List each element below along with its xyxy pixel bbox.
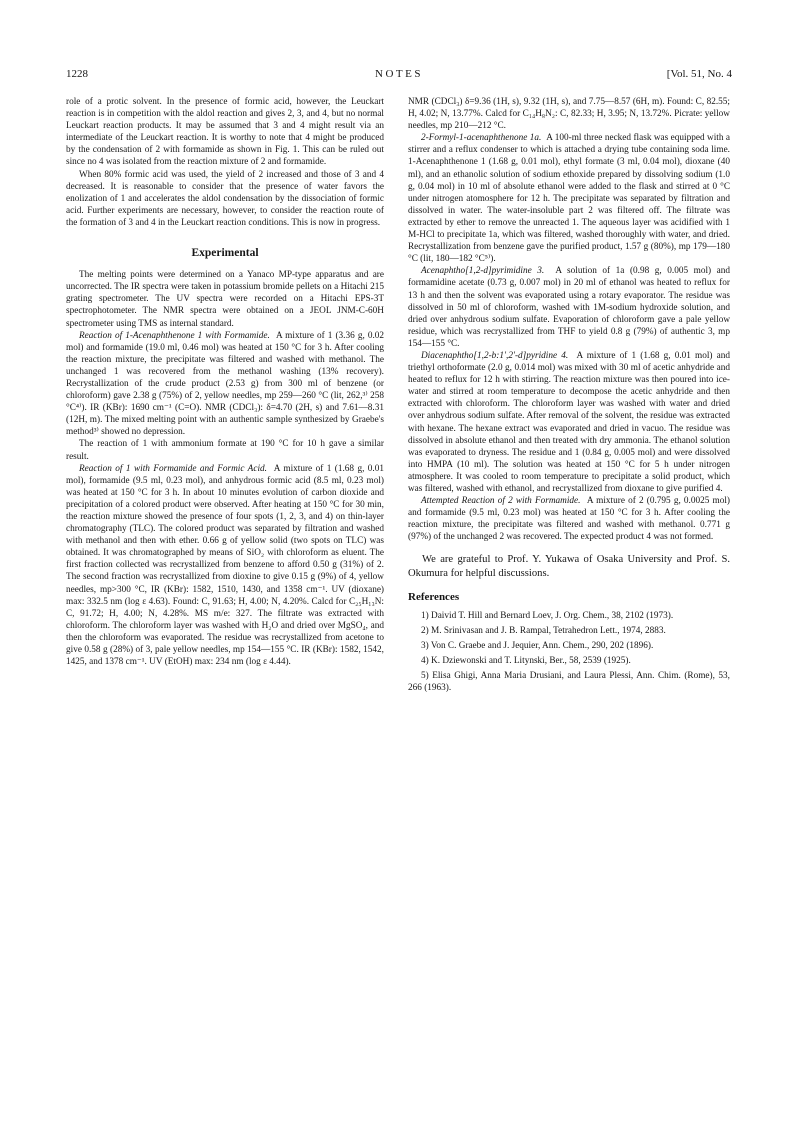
- reference-item: 3) Von C. Graebe and J. Jequier, Ann. Chem., 290, 202 (1896).: [421, 640, 654, 651]
- procedure-title: Acenaphtho[1,2-d]pyrimidine 3.: [421, 266, 545, 277]
- procedure-title: Diacenaphtho[1,2-b:1′,2′-d]pyridine 4.: [421, 350, 569, 361]
- procedure-text: A mixture of 1 (3.36 g, 0.02 mol) and formamide (19.0 ml, 0.46 mol) was heated at 150 °C for 3 h. After cooling the reaction mixture, the precipitate was filtered and washed with methanol. The unchanged 1 was recovered from the methanol washing (13% recovery). Recrystallization of the crude product (2.53 g) from 300 ml of benzene (or chloroform) gave 2.38 g (75%) of 2, yellow needles, mp 259—260 °C (lit, 262,³⁾ 258 °C⁴⁾). IR (KBr): 1690 cm⁻¹ (C=O). NMR (CDCl₃): δ=4.70 (2H, s) and 7.61—8.31 (12H, m). The mixed melting point with an authentic sample synthesized by Graebe's method³⁾ showed no depression.: [66, 330, 385, 438]
- paragraph: [66, 330, 384, 439]
- experimental-heading: Experimental: [191, 247, 259, 260]
- running-header: [66, 68, 732, 84]
- procedure-title: Attempted Reaction of 2 with Formamide.: [421, 496, 581, 507]
- reference-item: 5) Elisa Ghigi, Anna Maria Drusiani, and Laura Plessi, Ann. Chim. (Rome), 53, 266 (1963).: [408, 670, 730, 694]
- paragraph: [66, 463, 384, 669]
- reference-item: 2) M. Srinivasan and J. B. Rampal, Tetrahedron Lett., 1974, 2883.: [421, 625, 666, 636]
- reference-item: 4) K. Dziewonski and T. Litynski, Ber., 58, 2539 (1925).: [421, 655, 631, 666]
- paragraph: [408, 132, 730, 265]
- volume-label: [Vol. 51, No. 4: [666, 68, 732, 80]
- references-heading: References: [408, 591, 460, 604]
- right-column: [408, 96, 730, 697]
- paragraph: role of a protic solvent. In the presence of formic acid, however, the Leuckart reaction is in competition with the aldol reaction and gives 2, 3, and 4, but no normal Leuckart reaction products. It may be assumed that 3 and 4 might result via an intermediate of the Leuckart reaction. It is worthy to note that 4 might be produced by the condensation of 2 with formamide as shown in Fig. 1. This can be ruled out since no 4 was isolated from the reaction mixture of 2 and formamide.: [66, 97, 384, 168]
- paragraph: NMR (CDCl₃) δ=9.36 (1H, s), 9.32 (1H, s), and 7.75—8.57 (6H, m). Found: C, 82.55; H, 4.02; N, 13.77%. Calcd for C₁₄H₈N₂: C, 82.33; H, 3.95; N, 13.72%. Picrate: yellow needles, mp 210—212 °C.: [408, 97, 730, 132]
- reference-list: [408, 610, 730, 695]
- acknowledgement: [408, 553, 730, 581]
- paragraph: [408, 350, 730, 495]
- acknowledgement-text: We are grateful to Prof. Y. Yukawa of Osaka University and Prof. S. Okumura for helpful discussions.: [408, 554, 730, 580]
- paragraph: [408, 265, 730, 350]
- procedure-text: A mixture of 1 (1.68 g, 0.01 mol), formamide (9.5 ml, 0.23 mol), and anhydrous formic acid (8.5 ml, 0.23 mol) was heated at 150 °C for 3 h. In about 10 minutes evolution of carbon dioxide and precipitation of a colored product were observed. After heating at 150 °C for 30 min, the reaction mixture showed the presence of four spots (1, 2, 3, and 4) on thin-layer chromatography (TLC). The colored product was separated by filtration and washed with methanol and then with ether. 0.66 g of yellow solid (two spots on TLC) was obtained. It was chromatographed by means of SiO₂ with chloroform as eluent. The first fraction collected was recrystallized from benzene to afford 0.50 g (31%) of 2. The second fraction was recrystallized from dioxine to give 0.15 g (9%) of 4, yellow needles, mp>300 °C, IR (KBr): 1582, 1510, 1430, and 1358 cm⁻¹. UV (dioxane) max: 332.5 nm (log ε 4.63). Found: C, 91.63; H, 4.00; N, 4.20%. Calcd for C₂₅H₁₃N: C, 91.72; H, 4.00; N, 4.28%. MS m/e: 327. The filtrate was extracted with chloroform. The chloroform layer was washed with H₂O and dried over MgSO₄, and then the chloroform was evaporated. The residue was recrystallized from acetone to give 0.58 g (28%) of 3, pale yellow needles, mp 154—155 °C. IR (KBr): 1582, 1542, 1425, and 1378 cm⁻¹. UV (EtOH) max: 234 nm (log ε 4.44).: [66, 463, 384, 668]
- reference-item: 1) Daivid T. Hill and Bernard Loev, J. Org. Chem., 38, 2102 (1973).: [421, 610, 674, 621]
- procedure-text: A 100-ml three necked flask was equipped with a stirrer and a reflux condenser to which is attached a drying tube containing soda lime. 1-Acenaphthenone 1 (1.68 g, 0.01 mol), ethyl formate (3 ml, 0.04 mol), dioxane (40 ml), and an ethanolic solution of sodium ethoxide prepared by dissolving sodium (1.0 g, 0.04 mol) in 10 ml of absolute ethanol were added to the flask and stirred at 0 °C under nitrogen atomosphere for 12 h. The precipitate was separated by filtration and dissolved in water. The water-insoluble part 2 was filtered off. The filtrate was extracted by ether to remove the unreacted 1. The aqueous layer was acidified with 1 M-HCl to precipitate 1a, which was filtered, washed thoroughly with water, and dried. Recrystallization from benzene gave the purified product, 1.57 g (80%), mp 179—180 °C (lit, 180—182 °C⁵⁾).: [408, 133, 730, 265]
- section-title: NOTES: [375, 68, 423, 80]
- procedure-title: Reaction of 1 with Formamide and Formic Acid.: [79, 463, 267, 474]
- page-number: 1228: [66, 68, 88, 80]
- paragraph: [408, 495, 730, 543]
- procedure-text: A mixture of 2 (0.795 g, 0.0025 mol) and formamide (9.5 ml, 0.23 mol) was heated at 150 °C for 3 h. After cooling the reaction mixture, the precipitate was filtered and washed with methanol. 0.771 g (97%) of the unchanged 2 was recovered. The expected product 4 was not formed.: [408, 496, 731, 543]
- procedure-title: Reaction of 1-Acenaphthenone 1 with Formamide.: [79, 330, 270, 341]
- left-column: [66, 96, 384, 668]
- paragraph: When 80% formic acid was used, the yield of 2 increased and those of 3 and 4 decreased. It is reasonable to consider that the presence of water favors the enolization of 1 and accelerates the aldol condensation by the dissociation of formic acid. Further experiments are necessary, however, to consider the reaction route of the formation of 3 and 4 in the Leuckart reaction conditions. This is now in progress.: [66, 169, 384, 228]
- procedure-text: A mixture of 1 (1.68 g, 0.01 mol) and triethyl orthoformate (2.0 g, 0.014 mol) was mixed with 30 ml of acetic anhydride and heated to reflux for 12 h with stirring. The reaction mixture was then poured into ice-water and stirred at room temperature to decompose the acetic anhydride and then extracted with chloroform. The chloroform layer was washed with water and dried over anhydrous sodium sulfate. After removal of the solvent, the residue was extracted with hexane. The hexane extract was evaporated and dried in vacuo. The residue was dissolved in absolute ethanol and then treated with dry ammonia. The ethanol solution was evaporated to dryness. The residue and 1 (0.84 g, 0.005 mol) and were dissolved into HMPA (10 ml). The solution was heated at 150 °C for 5 h under nitrogen atmosphere. It was cooled to room temperature to precipitate a solid product, which was filtered, washed with ethanol, and recrystallized from dioxane to give purified 4.: [408, 350, 730, 494]
- paragraph: The reaction of 1 with ammonium formate at 190 °C for 10 h gave a similar result.: [66, 439, 384, 462]
- procedure-text: A solution of 1a (0.98 g, 0.005 mol) and formamidine acetate (0.73 g, 0.007 mol) in 20 ml of ethanol was heated to reflux for 13 h and then the solvent was evaporated using a rotary evaporator. The residue was dissolved in 50 ml of chloroform, washed with 1M-sodium hydroxide solution, and dried over anhydrous sodium sulfate. Evaporation of chloroform gave a pale yellow residue, which was recrystallized from THF to yield 0.8 g (79%) of authentic 3, mp 154—155 °C.: [408, 266, 730, 349]
- procedure-title: 2-Formyl-1-acenaphthenone 1a.: [421, 133, 542, 144]
- paragraph: The melting points were determined on a Yanaco MP-type apparatus and are uncorrected. The IR spectra were taken in potassium bromide pellets on a Hitachi 215 grating spectrometer. The UV spectra were recorded on a Hitachi EPS-3T spectrophotometer. The NMR spectra were obtained on a JEOL JNM-C-60H spectrometer using TMS as internal standard.: [66, 270, 384, 329]
